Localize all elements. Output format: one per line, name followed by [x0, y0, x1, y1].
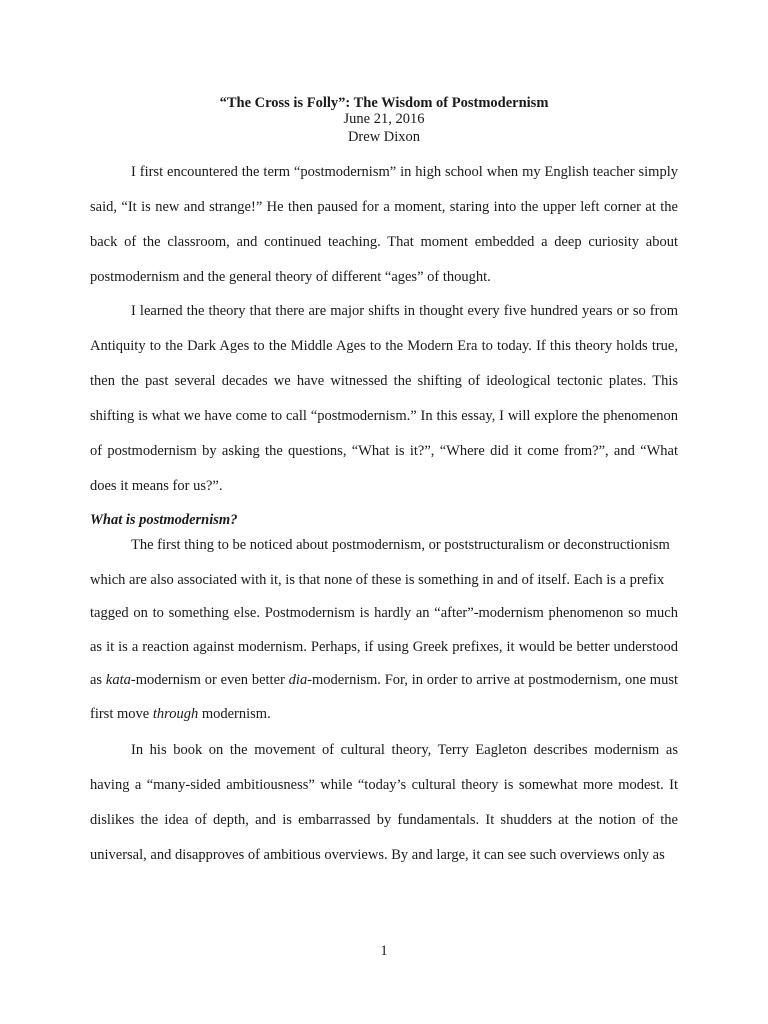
- paragraph-3-dia: dia: [288, 672, 308, 688]
- document-date: June 21, 2016: [343, 111, 425, 127]
- paragraph-3-continued: [90, 597, 678, 731]
- paragraph-3-text-d: modernism.: [198, 705, 271, 722]
- paragraph-4: In his book on the movement of cultural theory, Terry Eagleton describes modernism as having a “many-sided ambitiousness” while “today’s cultural theory is somewhat more modest. It dislikes the idea of depth, and is embarrassed by fundamentals. It shudders at the notion of the universal, and disapproves of ambitious overviews. By and large, it can see such overviews only as: [90, 742, 678, 863]
- document-title: “The Cross is Folly”: The Wisdom of Postmodernism: [219, 95, 549, 111]
- page-number: 1: [380, 943, 388, 959]
- paragraph-3-through: through: [152, 705, 199, 722]
- paragraph-2: I learned the theory that there are major shifts in thought every five hundred years or so from Antiquity to the Dark Ages to the Middle Ages to the Modern Era to today. If this theory holds true, then the past several decades we have witnessed the shifting of ideological tectonic plates. This shifting is what we have come to call “postmodernism.” In this essay, I will explore the phenomenon of postmodernism by asking the questions, “What is it?”, “Where did it come from?”, and “What does it means for us?”.: [90, 303, 678, 494]
- paragraph-3-line-2: which are also associated with it, is that none of these is something in and of itself. Each is a prefix: [90, 571, 665, 588]
- paragraph-3-text-a: tagged on to something else. Postmodernism is hardly an “after”-modernism phenomenon so much as it is a reaction against modernism. Perhaps, if using Greek prefixes, it would be better understood as: [90, 605, 678, 688]
- paragraph-3-kata: kata: [105, 672, 131, 688]
- section-heading: What is postmodernism?: [90, 512, 238, 528]
- paragraph-1: I first encountered the term “postmodernism” in high school when my English teacher simply said, “It is new and strange!” He then paused for a moment, staring into the upper left corner at the back of the classroom, and continued teaching. That moment embedded a deep curiosity about postmodernism and the general theory of different “ages” of thought.: [90, 164, 678, 285]
- paragraph-3-text-c: -modernism. For, in order to arrive at postmodernism, one must first move: [90, 672, 679, 722]
- paragraph-3-text-b: -modernism or even better: [130, 672, 289, 688]
- paragraph-3-lead: [90, 528, 678, 598]
- paragraph-3-line-1: The first thing to be noticed about postmodernism, or poststructuralism or deconstructionism: [131, 537, 670, 553]
- document-author: Drew Dixon: [347, 129, 421, 145]
